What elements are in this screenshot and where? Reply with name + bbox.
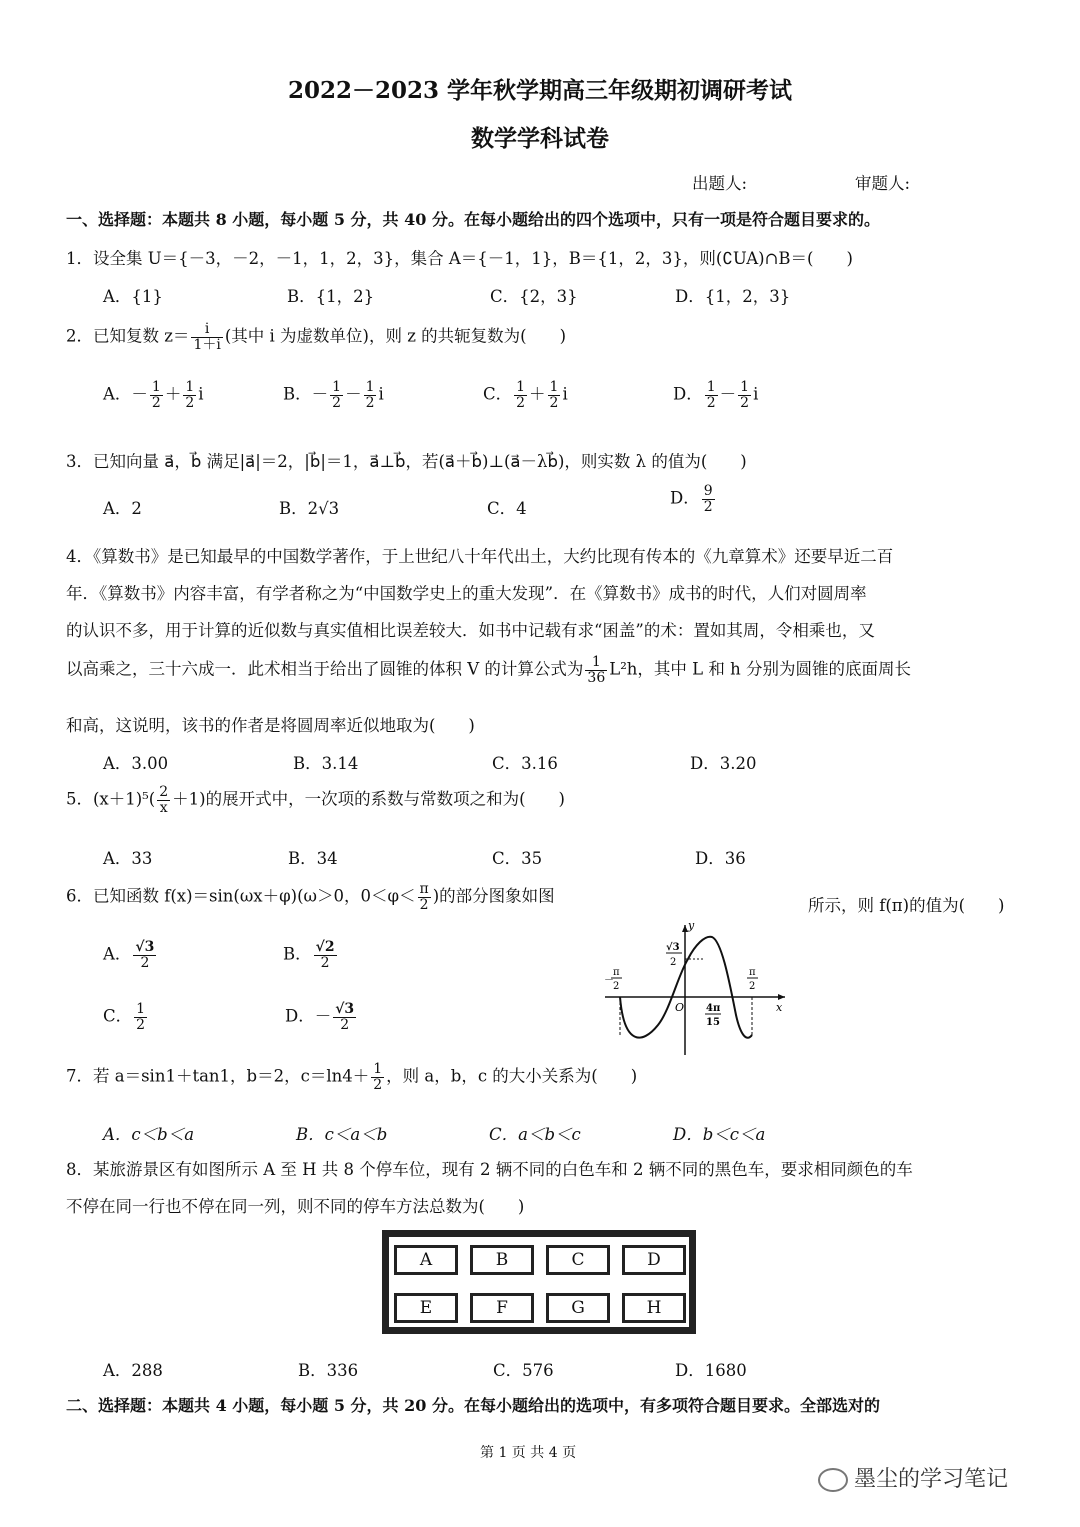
q3-d-frac [702,484,715,514]
q7-stem-pre: 7．若 a＝sin1＋tan1，b＝2，c＝ln4＋ [66,1066,370,1086]
q6-sine-graph [600,915,790,1060]
q6-c-den: 2 [136,1016,146,1033]
q3-option-d [670,484,717,514]
q2-frac-den: 1＋i [193,336,221,353]
q4-line3: 的认识不多，用于计算的近似数与真实值相比误差较大．如书中记载有求“囷盖”的术：置如其周，令相乘也，又 [66,621,875,640]
q7-option-a: A．c＜b＜a [103,1125,195,1144]
q5-option-b: B．34 [288,849,338,868]
q6-a-num: √3 [135,939,155,955]
q8-line1: 8．某旅游景区有如图所示 A 至 H 共 8 个停车位，现有 2 辆不同的白色车和 2 辆不同的黑色车，要求相同颜色的车 [66,1160,913,1179]
q6-option-b [283,940,339,970]
q2-c-frac1 [514,380,527,410]
setter-label: 出题人: [692,174,748,193]
left-tick-num: π [613,967,620,978]
q2-d-den2: 2 [740,394,750,411]
q6-b-label: B． [283,944,312,964]
q2-d-sign2: － [719,384,737,404]
reviewer-label: 审题人: [855,174,911,193]
q8-option-c: C．576 [493,1361,554,1380]
q2-c-sign2: ＋ [529,384,546,404]
q2-b-label: B． [283,384,312,404]
q1-option-a: A．{1} [103,287,163,306]
q5-option-d: D．36 [695,849,746,868]
q6-frac-den: 2 [419,896,429,913]
parking-cell: G [546,1293,610,1323]
q6-option-d [285,1002,358,1032]
q2-c-num2: 1 [549,379,559,395]
q2-stem-pre: 2．已知复数 z＝ [66,326,190,346]
watermark-text: 墨尘的学习笔记 [854,1467,1009,1492]
q7-option-c: C．a＜b＜c [489,1125,581,1144]
q2-b-frac1 [330,380,343,410]
parking-cell: F [470,1293,534,1323]
q3-d-num: 9 [703,483,713,499]
q4-option-c: C．3.16 [492,754,558,773]
q6-stem [66,882,555,912]
q6-d-label: D． [285,1006,315,1026]
q2-d-tail: i [753,384,759,404]
y-axis-label: y [688,919,695,932]
q4-line4-post: L²h，其中 L 和 h 分别为圆锥的底面周长 [609,659,911,679]
page-number: 第 1 页 共 4 页 [480,1445,577,1461]
q2-option-c [483,380,568,410]
q2-c-label: C． [483,384,513,404]
parking-cell: D [622,1245,686,1275]
q2-d-label: D． [673,384,703,404]
mid-tick-den: 15 [706,1017,720,1028]
q6-a-label: A． [103,944,132,964]
q2-c-frac2 [548,380,561,410]
q2-a-sign1: － [131,384,148,404]
q6-a-den: 2 [133,955,156,971]
q2-a-frac1 [150,380,163,410]
q4-fraction [585,655,607,685]
q6-d-frac [333,1002,356,1032]
title-line2: 数学学科试卷 [471,125,609,152]
q1-option-b: B．{1，2} [287,287,375,306]
parking-grid [382,1230,696,1334]
q8-option-d: D．1680 [675,1361,747,1380]
ylabel-den: 2 [670,957,677,968]
q1-option-d: D．{1，2，3} [675,287,791,306]
q2-c-num1: 1 [516,379,526,395]
q2-d-frac2 [738,380,751,410]
q2-b-den1: 2 [332,394,342,411]
right-tick-num: π [749,967,756,978]
x-axis-label: x [776,1001,783,1014]
q5-option-a: A．33 [103,849,153,868]
q2-b-sign1: － [311,384,329,404]
q6-b-den: 2 [314,955,337,971]
q5-stem-pre: 5．(x＋1)⁵( [66,789,156,809]
q2-stem [66,322,566,352]
q7-frac-den: 2 [373,1076,383,1093]
left-tick-sign: － [604,975,614,986]
q3-option-c: C．4 [487,499,527,518]
q5-option-c: C．35 [492,849,543,868]
parking-cell: B [470,1245,534,1275]
q6-d-den: 2 [333,1017,356,1033]
q1-stem: 1．设全集 U＝{－3，－2，－1，1，2，3}，集合 A＝{－1，1}，B＝{1，2，3}，则(∁UA)∩B＝( ) [66,249,853,268]
q4-option-a: A．3.00 [103,754,169,773]
q4-frac-num: 1 [585,655,607,671]
parking-cell: A [394,1245,458,1275]
q8-option-b: B．336 [298,1361,359,1380]
q2-a-frac2 [183,380,196,410]
q6-b-num: √2 [315,939,335,955]
ylabel-num: √3 [666,942,680,953]
q5-fraction [157,785,170,815]
q1-option-c: C．{2，3} [490,287,578,306]
x-axis-arrow-icon [778,994,785,1000]
left-tick-den: 2 [613,981,620,992]
q4-option-d: D．3.20 [690,754,757,773]
q2-a-den1: 2 [151,394,161,411]
q2-c-den1: 2 [516,394,526,411]
q6-d-sign: － [314,1006,332,1026]
sine-curve [620,937,752,1038]
q2-a-den2: 2 [185,394,195,411]
q6-stem-pre: 6．已知函数 f(x)＝sin(ωx＋φ)(ω＞0，0＜φ＜ [66,886,416,906]
q8-option-a: A．288 [103,1361,163,1380]
parking-cell: H [622,1293,686,1323]
q2-option-b [283,380,384,410]
q5-frac-num: 2 [159,784,169,800]
q2-d-num1: 1 [706,379,716,395]
q5-frac-den: x [159,799,168,816]
q2-stem-post: (其中 i 为虚数单位)，则 z 的共轭复数为( ) [224,326,567,346]
q4-frac-den: 36 [587,669,606,686]
q2-d-num2: 1 [740,379,750,395]
mid-tick-num: 4π [706,1003,721,1014]
q3-option-b: B．2√3 [279,499,340,518]
right-tick-den: 2 [749,981,756,992]
chat-bubble-icon [818,1468,848,1492]
q2-d-den1: 2 [706,394,716,411]
q6-frac-num: π [419,881,429,897]
q5-stem-post: ＋1)的展开式中，一次项的系数与常数项之和为( ) [172,789,565,809]
origin-label: O [675,1001,685,1014]
q3-d-den: 2 [703,498,713,515]
q2-option-a [103,380,204,410]
q3-option-a: A．2 [103,499,142,518]
q6-c-label: C． [103,1006,133,1026]
q4-line4 [66,655,911,685]
q2-frac-num: i [191,322,222,338]
q7-option-d: D．b＜c＜a [673,1125,766,1144]
q2-fraction [191,322,222,352]
section1-heading: 一、选择题：本题共 8 小题，每小题 5 分，共 40 分。在每小题给出的四个选项中，只有一项是符合题目要求的。 [66,210,880,229]
q2-a-label: A． [103,384,132,404]
q2-d-frac1 [705,380,718,410]
q2-b-den2: 2 [365,394,375,411]
q2-a-num2: 1 [185,379,195,395]
q4-option-b: B．3.14 [293,754,359,773]
q6-option-a [103,940,158,970]
parking-cell: E [394,1293,458,1323]
section2-heading: 二、选择题：本题共 4 小题，每小题 5 分，共 20 分。在每小题给出的选项中，有多项符合题目要求。全部选对的 [66,1396,880,1415]
q4-line1: 4．《算数书》是已知最早的中国数学著作，于上世纪八十年代出土，大约比现有传本的《九章算术》还要早近二百 [66,547,894,566]
q6-stem-post: )的部分图象如图 [432,886,555,906]
q2-c-tail: i [562,384,568,404]
q6-c-num: 1 [136,1001,146,1017]
q6-c-frac [134,1002,147,1032]
q7-option-b: B．c＜a＜b [296,1125,388,1144]
q7-stem [66,1062,637,1092]
q2-option-d [673,380,758,410]
q2-b-tail: i [378,384,384,404]
q2-b-num1: 1 [332,379,342,395]
q3-stem: 3．已知向量 a⃗，b⃗ 满足|a⃗|＝2，|b⃗|＝1，a⃗⊥b⃗，若(a⃗＋b⃗)⊥(a⃗－λb⃗)，则实数 λ 的值为( ) [66,452,747,471]
q4-line4-pre: 以高乘之，三十六成一．此术相当于给出了圆锥的体积 V 的计算公式为 [66,659,584,679]
q2-b-sign2: － [345,384,362,404]
watermark [818,1462,1008,1493]
q2-b-num2: 1 [365,379,375,395]
title-line1: 2022－2023 学年秋学期高三年级期初调研考试 [287,77,793,104]
q2-a-tail: i [198,384,204,404]
q6-d-num: √3 [335,1001,355,1017]
q6-option-c [103,1002,149,1032]
q8-line2: 不停在同一行也不停在同一列，则不同的停车方法总数为( ) [66,1197,525,1216]
q4-line2: 年．《算数书》内容丰富，有学者称之为“中国数学史上的重大发现”．在《算数书》成书的时代，人们对圆周率 [66,584,867,603]
q2-a-sign2: ＋ [164,384,182,404]
q4-line5: 和高，这说明，该书的作者是将圆周率近似地取为( ) [66,716,475,735]
q7-frac-num: 1 [373,1061,383,1077]
q5-stem [66,785,565,815]
parking-cell: C [546,1245,610,1275]
q6-a-frac [133,940,156,970]
q2-a-num1: 1 [151,379,161,395]
q7-stem-post: ，则 a，b，c 的大小关系为( ) [386,1066,638,1086]
q6-b-frac [314,940,337,970]
q2-c-den2: 2 [549,394,559,411]
q7-fraction [371,1062,384,1092]
q6-fraction [418,882,431,912]
q3-d-label: D． [670,488,700,508]
q6-stem-tail: 所示，则 f(π)的值为( ) [808,896,1005,915]
q2-b-frac2 [364,380,377,410]
